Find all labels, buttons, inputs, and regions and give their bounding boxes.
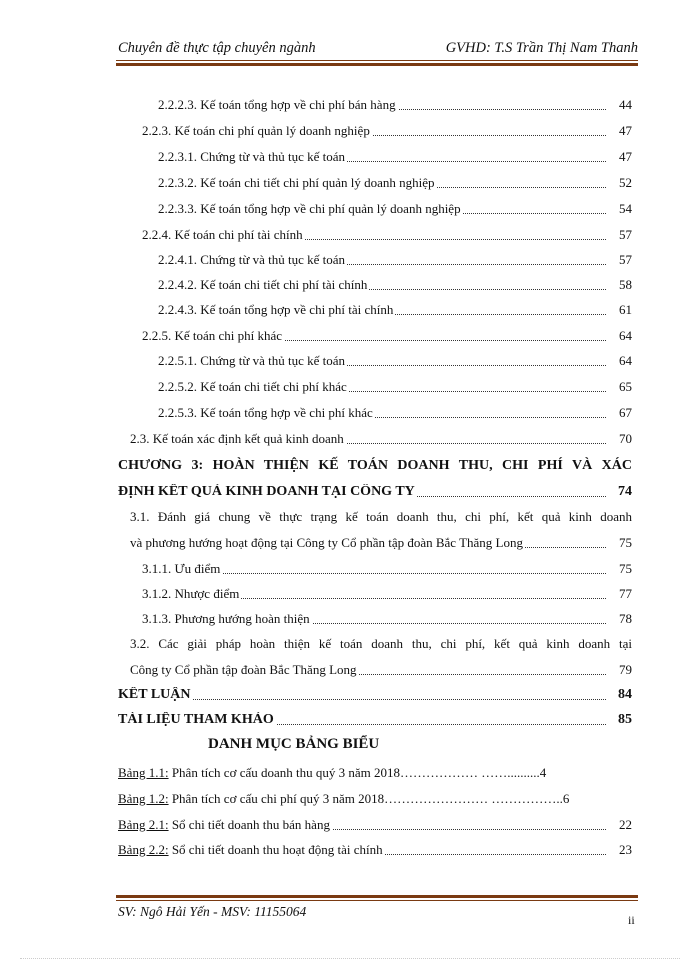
page-bottom-border [20, 958, 680, 959]
table-ref-link[interactable]: Bảng 2.1: [118, 817, 169, 832]
table-item-page: 6 [562, 791, 570, 806]
toc-entry[interactable] [142, 561, 632, 577]
table-item-text: Phân tích cơ cấu chi phí quý 3 năm 2018…………………… …………….. [171, 791, 563, 806]
toc-entry-text: 2.2.5.1. Chứng từ và thủ tục kế toán [158, 353, 346, 368]
references-label: TÀI LIỆU THAM KHẢO [118, 712, 274, 727]
toc-entry[interactable] [158, 277, 632, 293]
toc-entry[interactable] [158, 379, 632, 395]
toc-entry-text: 2.2.3. Kế toán chi phí quản lý doanh nghiệp [142, 123, 370, 138]
header-right: GVHD: T.S Trần Thị Nam Thanh [445, 40, 638, 56]
chapter-3-line-1[interactable]: CHƯƠNG 3: HOÀN THIỆN KẾ TOÁN DOANH THU, CHI PHÍ VÀ XÁC [118, 458, 632, 473]
toc-entry-page: 57 [616, 227, 632, 243]
table-item-text: Sổ chi tiết doanh thu hoạt động tài chính [171, 842, 383, 857]
toc-entry-text: 2.2.4.2. Kế toán chi tiết chi phí tài chính [158, 277, 368, 292]
toc-entry-text: 2.2.3.3. Kế toán tổng hợp về chi phí quản lý doanh nghiệp [158, 201, 461, 216]
toc-entry-text: 2.2.4. Kế toán chi phí tài chính [142, 227, 303, 242]
toc-entry-text: 2.2.3.2. Kế toán chi tiết chi phí quản lý doanh nghiệp [158, 175, 435, 190]
toc-entry-page: 75 [616, 535, 632, 551]
page-number: ii [628, 913, 635, 927]
toc-entry-page: 52 [616, 175, 632, 191]
table-list-item[interactable] [118, 842, 632, 858]
toc-entry[interactable] [158, 405, 632, 421]
toc-entry-page: 58 [616, 277, 632, 293]
toc-entry-text: 3.1.3. Phương hướng hoàn thiện [142, 611, 310, 626]
chapter-3-line-2: ĐỊNH KẾT QUẢ KINH DOANH TẠI CÔNG TY [118, 484, 415, 499]
table-item-page: 4 [539, 765, 547, 780]
section-3-2-line-2: Công ty Cổ phần tập đoàn Bắc Thăng Long [130, 662, 357, 677]
toc-entry-page: 47 [616, 149, 632, 165]
toc-entry-page: 54 [616, 201, 632, 217]
toc-entry[interactable] [158, 149, 632, 165]
toc-entry-page: 57 [616, 252, 632, 268]
section-3-1-entry[interactable] [130, 535, 632, 551]
toc-entry-page: 47 [616, 123, 632, 139]
table-item-page: 23 [616, 842, 632, 858]
toc-entry-text: 2.2.5.3. Kế toán tổng hợp về chi phí khác [158, 405, 373, 420]
footer-rule [116, 895, 638, 901]
toc-entry-page: 84 [615, 687, 632, 703]
toc-entry[interactable] [158, 175, 632, 191]
toc-entry-page: 64 [616, 353, 632, 369]
toc-entry[interactable] [158, 353, 632, 369]
toc-entry[interactable] [142, 611, 632, 627]
header-left: Chuyên đề thực tập chuyên ngành [118, 40, 316, 56]
conclusion-label: KẾT LUẬN [118, 687, 191, 702]
references-entry[interactable] [118, 712, 632, 728]
toc-entry-text: 2.2.2.3. Kế toán tổng hợp về chi phí bán hàng [158, 97, 396, 112]
toc-entry-text: 2.2.4.3. Kế toán tổng hợp về chi phí tài chính [158, 302, 394, 317]
toc-entry-text: 2.2.4.1. Chứng từ và thủ tục kế toán [158, 252, 346, 267]
table-item-text: Phân tích cơ cấu doanh thu quý 3 năm 2018……………… …….......... [171, 765, 540, 780]
toc-entry[interactable] [142, 227, 632, 243]
toc-entry-text: 3.1.1. Ưu điểm [142, 561, 221, 576]
toc-entry[interactable] [142, 586, 632, 602]
toc-entry-text: 2.3. Kế toán xác định kết quả kinh doanh [130, 431, 344, 446]
page-footer: SV: Ngô Hải Yến - MSV: 11155064 [118, 904, 307, 919]
chapter-3-entry[interactable] [118, 484, 632, 500]
toc-entry-page: 64 [616, 328, 632, 344]
toc-entry[interactable] [142, 328, 632, 344]
toc-entry[interactable] [158, 302, 632, 318]
toc-entry-page: 77 [616, 586, 632, 602]
toc-entry-text: 2.2.5. Kế toán chi phí khác [142, 328, 283, 343]
toc-entry-text: 3.1.2. Nhược điểm [142, 586, 240, 601]
toc-entry[interactable] [130, 431, 632, 447]
table-list-item[interactable] [118, 791, 569, 807]
page-header [118, 40, 638, 60]
table-item-page: 22 [616, 817, 632, 833]
toc-entry-page: 61 [616, 302, 632, 318]
toc-entry-page: 74 [615, 484, 632, 500]
toc-entry[interactable] [158, 201, 632, 217]
toc-entry[interactable] [158, 252, 632, 268]
table-ref-link[interactable]: Bảng 2.2: [118, 842, 169, 857]
toc-entry-page: 85 [615, 712, 632, 728]
toc-entry[interactable] [158, 97, 632, 113]
table-list-item[interactable] [118, 765, 546, 781]
section-3-1-line-2: và phương hướng hoạt động tại Công ty Cổ phần tập đoàn Bắc Thăng Long [130, 535, 523, 550]
table-ref-link[interactable]: Bảng 1.1: [118, 765, 169, 780]
toc-entry[interactable] [142, 123, 632, 139]
table-list-item[interactable] [118, 817, 632, 833]
section-3-2-entry[interactable] [130, 662, 632, 678]
toc-entry-page: 79 [616, 662, 632, 678]
toc-entry-page: 70 [616, 431, 632, 447]
toc-entry-page: 44 [616, 97, 632, 113]
toc-entry-page: 75 [616, 561, 632, 577]
toc-entry-text: 2.2.5.2. Kế toán chi tiết chi phí khác [158, 379, 347, 394]
tables-title-text: DANH MỤC BẢNG BIỂU [208, 736, 380, 752]
conclusion-entry[interactable] [118, 687, 632, 703]
toc-entry-page: 67 [616, 405, 632, 421]
table-item-text: Sổ chi tiết doanh thu bán hàng [171, 817, 330, 832]
table-ref-link[interactable]: Bảng 1.2: [118, 791, 169, 806]
toc-entry-page: 65 [616, 379, 632, 395]
header-rule [116, 60, 638, 66]
toc-entry-text: 2.2.3.1. Chứng từ và thủ tục kế toán [158, 149, 346, 164]
section-3-2-line-1[interactable]: 3.2. Các giải pháp hoàn thiện kế toán doanh thu, chi phí, kết quả kinh doanh tại [130, 636, 632, 651]
section-3-1-line-1[interactable]: 3.1. Đánh giá chung về thực trạng kế toán doanh thu, chi phí, kết quả kinh doanh [130, 509, 632, 524]
toc-entry-page: 78 [616, 611, 632, 627]
